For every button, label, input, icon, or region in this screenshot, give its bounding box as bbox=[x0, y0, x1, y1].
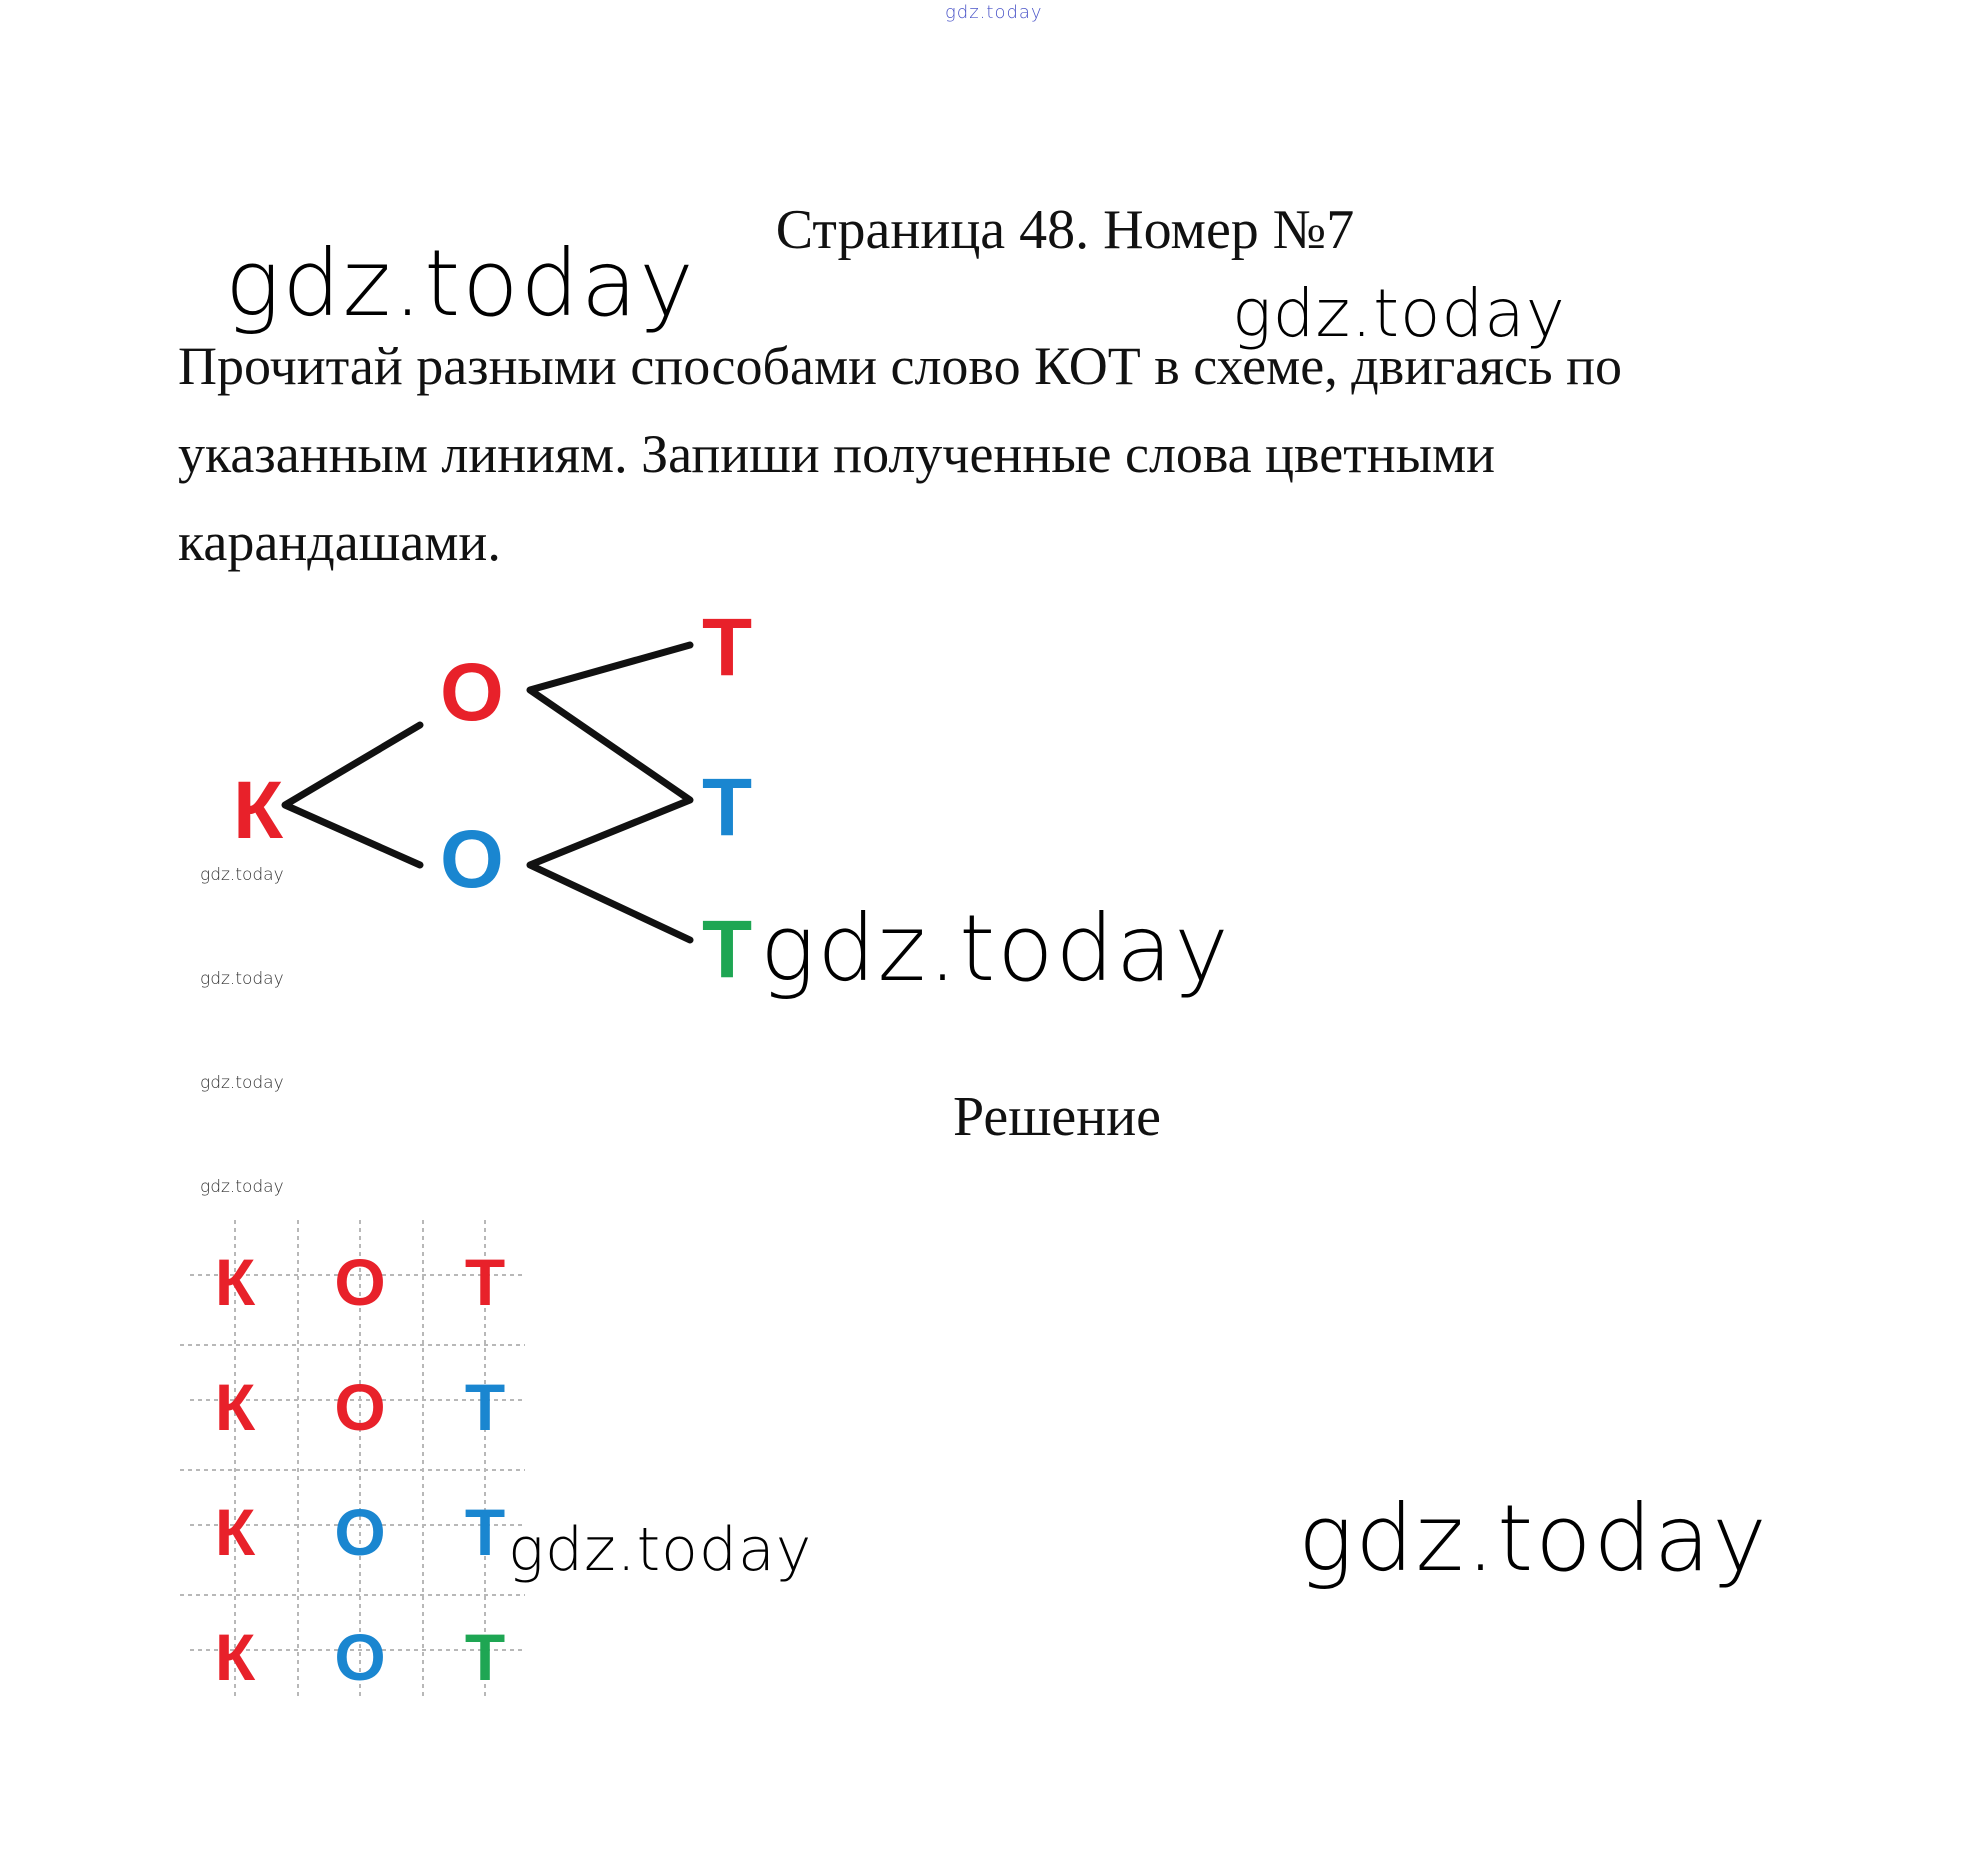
watermark-small: gdz.today bbox=[200, 969, 284, 989]
solution-heading: Решение bbox=[953, 1086, 1162, 1148]
task-line: указанным линиям. Запиши полученные слова цветными bbox=[178, 424, 1496, 484]
solution-letter: Т bbox=[464, 1620, 506, 1694]
watermark: gdz.today bbox=[508, 1515, 813, 1585]
scheme-letter-o-bottom: О bbox=[440, 814, 504, 905]
watermark-small: gdz.today bbox=[200, 865, 284, 885]
watermark-small: gdz.today bbox=[200, 1073, 284, 1093]
solution-letter: О bbox=[334, 1495, 386, 1569]
solution-letter: О bbox=[334, 1370, 386, 1444]
solution-letter: О bbox=[334, 1620, 386, 1694]
solution-letter: К bbox=[214, 1620, 256, 1694]
solution-letter: К bbox=[214, 1245, 256, 1319]
solution-letter: К bbox=[214, 1370, 256, 1444]
scheme-line-k-o bbox=[285, 725, 420, 865]
watermark-large: gdz.today bbox=[225, 230, 696, 337]
scheme-letter-t-middle: Т bbox=[702, 762, 753, 853]
watermark-large: gdz.today bbox=[760, 895, 1231, 1002]
watermark-large: gdz.today bbox=[1298, 1485, 1769, 1592]
scheme-letter-o-top: О bbox=[440, 647, 504, 738]
watermark: gdz.today bbox=[1232, 275, 1566, 352]
task-line: Прочитай разными способами слово КОТ в схеме, двигаясь по bbox=[178, 336, 1623, 396]
solution-grid bbox=[180, 1220, 540, 1720]
watermark-top: gdz.today bbox=[945, 2, 1043, 23]
page-title: Страница 48. Номер №7 bbox=[775, 199, 1355, 261]
kot-scheme-diagram bbox=[185, 590, 785, 1000]
task-line: карандашами. bbox=[178, 512, 501, 572]
solution-letter: К bbox=[214, 1495, 256, 1569]
watermark-small: gdz.today bbox=[200, 1177, 284, 1197]
scheme-letter-k: К bbox=[233, 765, 284, 856]
scheme-letter-t-top: Т bbox=[702, 602, 753, 693]
scheme-letter-t-bottom: Т bbox=[702, 904, 753, 995]
scheme-line-o-t bbox=[530, 645, 690, 940]
solution-letter: Т bbox=[464, 1245, 506, 1319]
solution-letter: Т bbox=[464, 1370, 506, 1444]
solution-letter: О bbox=[334, 1245, 386, 1319]
task-text bbox=[178, 322, 1818, 586]
solution-letter: Т bbox=[464, 1495, 506, 1569]
